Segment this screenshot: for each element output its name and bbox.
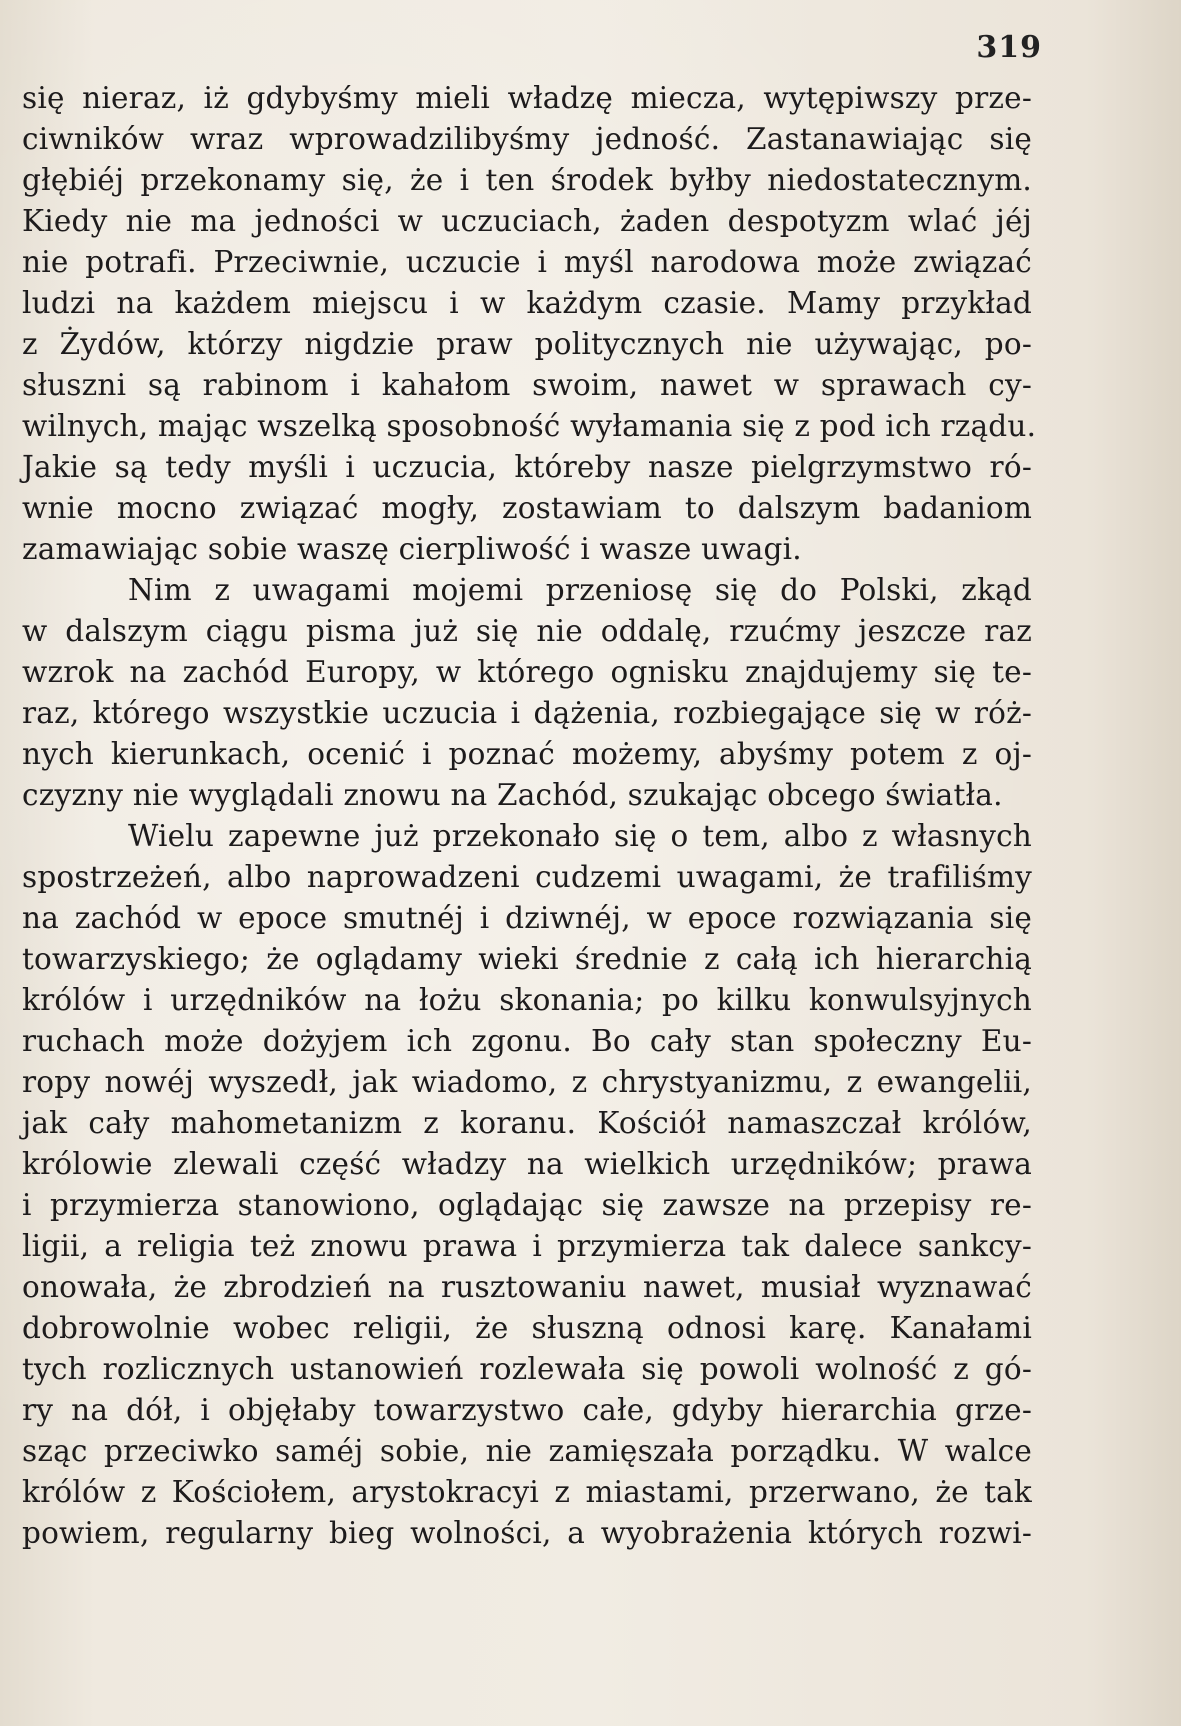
text-line: z Żydów, którzy nigdzie praw politycznych nie używając, po-: [22, 327, 1032, 361]
text-line: królów z Kościołem, arystokracyi z miastami, przerwano, że tak: [22, 1475, 1032, 1509]
text-line: dobrowolnie wobec religii, że słuszną odnosi karę. Kanałami: [22, 1311, 1032, 1345]
text-line: powiem, regularny bieg wolności, a wyobrażenia których rozwi-: [22, 1516, 1032, 1550]
text-line: ry na dół, i objęłaby towarzystwo całe, gdyby hierarchia grze-: [22, 1393, 1032, 1427]
paragraph-1: [22, 78, 1037, 570]
text-line: i przymierza stanowiono, oglądając się zawsze na przepisy re-: [22, 1188, 1032, 1222]
text-line: zamawiając sobie waszę cierpliwość i wasze uwagi.: [22, 532, 802, 566]
text-line: Jakie są tedy myśli i uczucia, któreby nasze pielgrzymstwo ró-: [22, 450, 1032, 484]
text-line: królowie zlewali część władzy na wielkich urzędników; prawa: [22, 1147, 1032, 1181]
text-line: ropy nowéj wyszedł, jak wiadomo, z chrystyanizmu, z ewangelii,: [22, 1065, 1032, 1099]
text-line: nie potrafi. Przeciwnie, uczucie i myśl narodowa może związać: [22, 245, 1032, 279]
text-line: towarzyskiego; że oglądamy wieki średnie z całą ich hierarchią: [22, 942, 1032, 976]
text-line: królów i urzędników na łożu skonania; po kilku konwulsyjnych: [22, 983, 1032, 1017]
text-line: się nieraz, iż gdybyśmy mieli władzę miecza, wytępiwszy prze-: [22, 81, 1032, 115]
body-text: [22, 78, 1037, 1554]
text-line: ligii, a religia też znowu prawa i przymierza tak dalece sankcy-: [22, 1229, 1032, 1263]
text-line: Nim z uwagami mojemi przeniosę się do Polski, zkąd: [128, 573, 1032, 607]
text-line: wnie mocno związać mogły, zostawiam to dalszym badaniom: [22, 491, 1032, 525]
paragraph-2: [22, 570, 1032, 816]
text-line: głębiéj przekonamy się, że i ten środek byłby niedostatecznym.: [22, 163, 1032, 197]
text-line: wzrok na zachód Europy, w którego ognisku znajdujemy się te-: [22, 655, 1032, 689]
page-number: 319: [976, 30, 1042, 65]
text-line: nych kierunkach, ocenić i poznać możemy, abyśmy potem z oj-: [22, 737, 1032, 771]
text-line: ciwników wraz wprowadzilibyśmy jedność. Zastanawiając się: [22, 122, 1032, 156]
text-line: spostrzeżeń, albo naprowadzeni cudzemi uwagami, że trafiliśmy: [22, 860, 1032, 894]
text-line: ruchach może dożyjem ich zgonu. Bo cały stan społeczny Eu-: [22, 1024, 1032, 1058]
text-line: tych rozlicznych ustanowień rozlewała się powoli wolność z gó-: [22, 1352, 1032, 1386]
text-line: Kiedy nie ma jedności w uczuciach, żaden despotyzm wlać jéj: [22, 204, 1032, 238]
text-line: sząc przeciwko saméj sobie, nie zamięszała porządku. W walce: [22, 1434, 1032, 1468]
text-line: ludzi na każdem miejscu i w każdym czasie. Mamy przykład: [22, 286, 1032, 320]
text-line: onowała, że zbrodzień na rusztowaniu nawet, musiał wyznawać: [22, 1270, 1032, 1304]
text-line: czyzny nie wyglądali znowu na Zachód, szukając obcego światła.: [22, 778, 1003, 812]
paragraph-3: [22, 816, 1032, 1554]
text-line: Wielu zapewne już przekonało się o tem, albo z własnych: [128, 819, 1032, 853]
text-line: raz, którego wszystkie uczucia i dążenia, rozbiegające się w róż-: [22, 696, 1032, 730]
text-line: wilnych, mając wszelką sposobność wyłamania się z pod ich rządu.: [22, 409, 1037, 443]
text-line: jak cały mahometanizm z koranu. Kościół namaszczał królów,: [22, 1106, 1032, 1140]
text-line: słuszni są rabinom i kahałom swoim, nawet w sprawach cy-: [22, 368, 1032, 402]
text-line: w dalszym ciągu pisma już się nie oddalę, rzućmy jeszcze raz: [22, 614, 1032, 648]
text-line: na zachód w epoce smutnéj i dziwnéj, w epoce rozwiązania się: [22, 901, 1032, 935]
